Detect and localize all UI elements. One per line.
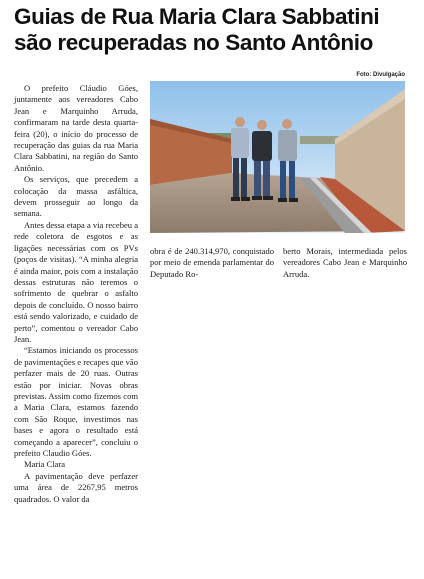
paragraph: O prefeito Cláudio Góes, juntamente aos vereadores Cabo Jean e Marquinho Arruda, confirmaram na tarde desta quarta-feira (20), o início do processo de recuperação das guias da rua Maria Clara Sabbatini, na região do Santo Antônio. [14,83,138,173]
headline-line-1: Guias de Rua Maria Clara Sabbatini [14,4,380,29]
photo-credit: Foto: Divulgação [356,72,405,78]
article-column-2 [150,246,274,280]
paragraph: Antes dessa etapa a via recebeu a rede coletora de esgotos e as ligações necessárias com os PVs (poços de visitas). “A minha alegria é ainda maior, pois com a instalação dessas estruturas não teremos o sofrimento de quebrar o asfalto depois de concluído. O nosso bairro está sendo valorizado, e cuidado de perto”, comentou o vereador Cabo Jean. [14,219,138,344]
street-photo-three-men-icon [150,81,405,233]
paragraph: obra é de 240.314,970, conquistado por meio de emenda parlamentar do Deputado Ro- [150,246,274,279]
paragraph: berto Morais, intermediada pelos vereadores Cabo Jean e Marquinho Arruda. [283,246,407,279]
article-column-1 [14,83,138,505]
headline-line-2: são recuperadas no Santo Antônio [14,30,373,55]
subheading: Maria Clara [24,459,66,470]
article-photo [150,81,405,233]
paragraph: “Estamos iniciando os processos de pavimentações e recapes que vão perfazer mais de 20 ruas. Outras estão por iniciar. Novas obras previstas. Assim como fizemos com a Maria Clara, estamos fazendo com São Roque, investimos nas bases e agora o resultado está começando a aparecer”, concluiu o prefeito Claudio Góes. [14,345,138,458]
article-column-3 [283,246,407,280]
paragraph: A pavimentação deve perfazer uma área de 2267,95 metros quadrados. O valor da [14,470,138,504]
headline [14,4,414,56]
paragraph: Os serviços, que precedem a colocação da massa asfáltica, devem prosseguir ao longo da semana. [14,174,138,219]
